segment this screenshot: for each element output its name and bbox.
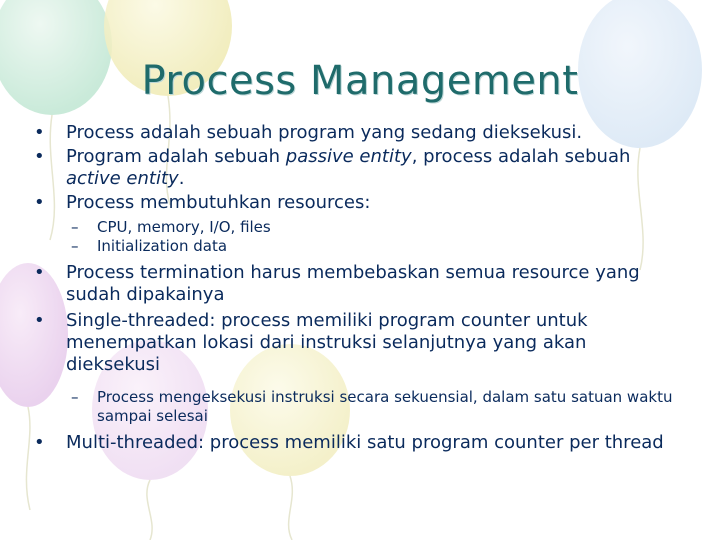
bullet-item [34, 192, 684, 214]
bullet-text-part: . [178, 168, 185, 189]
bullet-item [34, 262, 684, 306]
bullet-icon: • [34, 146, 45, 167]
slide-title: Process Management [141, 58, 579, 104]
bullet-item [34, 432, 684, 454]
bullet-icon: • [34, 262, 45, 283]
sub-bullet-item [34, 388, 684, 426]
active-entity-term: active entity [66, 168, 179, 189]
bullet-text: Multi-threaded: process memiliki satu program counter per thread [66, 432, 664, 453]
sub-bullet-text: CPU, memory, I/O, files [97, 218, 271, 236]
bullet-item [34, 146, 684, 190]
bullet-icon: • [34, 122, 45, 143]
bullet-text: Process membutuhkan resources: [66, 192, 371, 213]
dash-icon: – [71, 237, 79, 255]
bullet-text-part: Program adalah sebuah [66, 146, 286, 167]
sub-bullet-text: Initialization data [97, 237, 228, 255]
bullet-text: Process termination harus membebaskan semua resource yang sudah dipakainya [66, 262, 640, 305]
sub-bullet-text: Process mengeksekusi instruksi secara sekuensial, dalam satu satuan waktu sampai selesai [97, 388, 673, 425]
passive-entity-term: passive entity [285, 146, 412, 167]
slide-body [34, 122, 684, 456]
dash-icon: – [71, 218, 79, 236]
sub-list [34, 388, 684, 426]
bullet-text-part: , process adalah sebuah [411, 146, 631, 167]
sub-bullet-item [34, 237, 684, 256]
dash-icon: – [71, 388, 79, 406]
bullet-icon: • [34, 432, 45, 453]
bullet-icon: • [34, 310, 45, 331]
bullet-text: Single-threaded: process memiliki program counter untuk menempatkan lokasi dari instruksi selanjutnya yang akan dieksekusi [66, 310, 588, 375]
bullet-item [34, 310, 684, 376]
sub-list [34, 218, 684, 256]
bullet-text: Process adalah sebuah program yang sedang dieksekusi. [66, 122, 583, 143]
bullet-icon: • [34, 192, 45, 213]
bullet-item [34, 122, 684, 144]
sub-bullet-item [34, 218, 684, 237]
